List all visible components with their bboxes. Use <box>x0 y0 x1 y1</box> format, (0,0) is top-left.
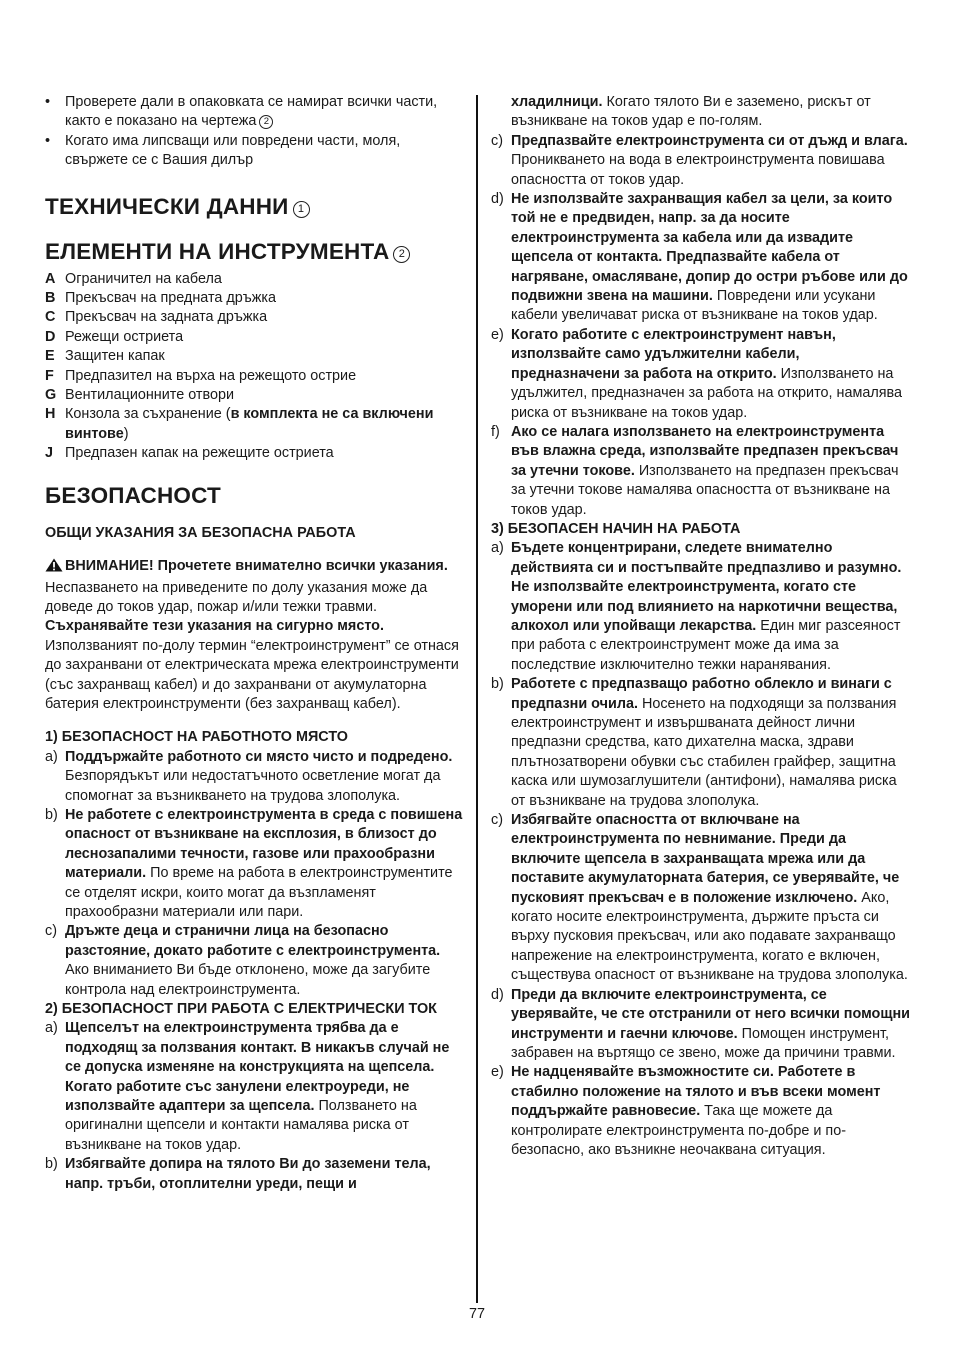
item-body <box>511 811 911 986</box>
safety-heading: БЕЗОПАСНОСТ <box>45 482 221 508</box>
part-key: G <box>45 387 57 404</box>
part-key: D <box>45 328 56 345</box>
item-label: c) <box>491 132 503 149</box>
right-column <box>491 93 911 1160</box>
item-label-empty <box>491 93 511 132</box>
part-description <box>65 444 463 463</box>
part-description <box>65 367 463 386</box>
part-text: Прекъсвач на предната дръжка <box>65 290 277 307</box>
item-bold: Щепселът на електроинструмента трябва да е подходящ за ползвания контакт. В никакъв случай не се допуска изменяне на конструкцията на щепсела. Когато работите със занулени електроуреди, не използвайте адаптери за щепсела. <box>65 1020 450 1115</box>
page-number: 77 <box>468 1306 485 1322</box>
part-key: A <box>45 270 56 287</box>
item-text: Един миг разсеяност при работа с електроинструмент може да има за последствие изключително тежки наранявания. <box>511 617 901 673</box>
item-body <box>65 748 463 806</box>
item-body <box>511 423 911 520</box>
part-description <box>65 270 463 289</box>
section-1-heading: 1) БЕЗОПАСНОСТ НА РАБОТНОТО МЯСТО <box>45 729 348 746</box>
item-bold: Избягвайте опасността от включване на електроинструмента по невнимание. Преди да включите щепсела в захранващата мрежа или да поставите акумулаторната батерия, се уверявайте, че пусковият прекъсвач е в положение изключено. <box>511 812 900 906</box>
warning-triangle-icon <box>45 558 63 578</box>
item-text: Когато тялото Ви е заземено, рискът от възникване на токов удар е по-голям. <box>511 94 871 130</box>
item-label: b) <box>45 1156 58 1173</box>
item-body <box>65 1019 463 1155</box>
part-key: C <box>45 309 56 326</box>
figure-ref-badge: 2 <box>259 115 273 129</box>
part-text: Прекъсвач на задната дръжка <box>65 309 268 326</box>
section-2-list-right <box>491 93 911 520</box>
item-bold: Дръжте деца и странични лица на безопасно разстояние, докато работите с електроинструмента. <box>65 923 441 959</box>
item-label: d) <box>491 986 504 1003</box>
part-key: E <box>45 348 55 365</box>
safety-item <box>491 539 911 675</box>
item-bold-part-2: хладилници. <box>511 94 603 110</box>
item-text: По време на работа в електроинструментите се отделят искри, които могат да възпламенят прахообразни материали или пари. <box>65 865 453 920</box>
item-label: c) <box>491 812 503 829</box>
item-bold: Поддържайте работното си място чисто и подредено. <box>65 748 453 765</box>
item-bold: Бъдете концентрирани, следете внимателно действията си и постъпвайте предпазливо и разумно. Не използвайте електроинструмента, когато сте уморени или под влиянието на наркотични вещества, алкохол или упойващи лекарства. <box>511 540 902 634</box>
item-text: Проникването на вода в електроинструмента повишава опасността от токов удар. <box>511 152 885 188</box>
item-label: a) <box>491 540 504 557</box>
safety-item <box>491 811 911 986</box>
parts-list <box>45 270 463 464</box>
item-body <box>511 326 911 423</box>
item-text: Безпорядъкът или недостатъчното осветление могат да спомогнат за възникването на трудова злополука. <box>65 768 441 804</box>
item-text: Ползването на оригинални щепсели и контакти намалява риска от възникване на токов удар. <box>65 1098 417 1153</box>
item-body <box>511 539 911 675</box>
figure-ref-badge: 2 <box>393 246 410 263</box>
item-body <box>65 1155 463 1194</box>
item-label: b) <box>491 676 504 693</box>
safety-item <box>45 748 463 806</box>
item-text: Ако, когато носите електроинструмента, държите пръста си върху пусковия прекъсвач, или ако подавате захранващо напрежение на електроинструмента, когато е включен, съществува опасност от възникване на трудова злополука. <box>511 889 908 984</box>
part-text: Конзола за съхранение ( <box>65 406 231 423</box>
safety-item <box>491 986 911 1064</box>
safety-item <box>491 675 911 811</box>
part-text: Вентилационните отвори <box>65 387 235 404</box>
item-bold: Преди да включите електроинструмента, се уверявайте, че сте отстранили от него всички помощни инструменти и гаечни ключове. <box>511 986 911 1042</box>
item-label: e) <box>491 326 504 343</box>
part-text: Предпазен капак на режещите остриета <box>65 445 334 462</box>
column-divider <box>476 95 478 1303</box>
part-description <box>65 405 463 444</box>
part-key: F <box>45 367 54 384</box>
item-bold: Когато работите с електроинструмент навън, използвайте само удължителни кабели, предназначени за работа на открито. <box>511 326 836 382</box>
part-text: Ограничител на кабела <box>65 270 222 287</box>
safety-item <box>45 806 463 922</box>
item-bold: Не използвайте захранващия кабел за цели, за които той не е предвиден, напр. за да носите електроинструмента за кабела или да извадите щепсела от контакта. Предпазвайте кабела от нагряване, омасляване, допир до остри ръбове или до подвижни звена на машини. <box>511 191 908 305</box>
item-label: b) <box>45 806 58 823</box>
item-bold: Ако се налага използването на електроинструмента във влажна среда, използвайте предпазен прекъсвач за утечни токове. <box>511 423 899 479</box>
item-text: Помощен инструмент, забравен на въртящо се звено, може да причини травми. <box>511 1025 896 1061</box>
item-body <box>511 675 911 811</box>
item-text: Използването на предпазен прекъсвач за утечни токове намалява опасността от възникване на токов удар. <box>511 462 899 518</box>
item-text: Използването на удължител, предназначен за работа на открито, намалява риска от възникване на токов удар. <box>511 365 903 421</box>
item-body <box>65 922 463 1000</box>
section-2-heading: 2) БЕЗОПАСНОСТ ПРИ РАБОТА С ЕЛЕКТРИЧЕСКИ ТОК <box>45 1001 437 1018</box>
part-key: B <box>45 290 56 307</box>
item-text: Повредени или усукани кабели увеличават риска от възникване на токов удар. <box>511 288 878 324</box>
part-description <box>65 328 463 347</box>
warning-paragraph: ВНИМАНИЕ! Прочетете внимателно всички указания. Неспазването на приведените по долу указания може да доведе до токов удар, пожар и/или тежки травми. Съхранявайте тези указания на сигурно място. Използваният по-долу термин “електроинструмент” се отнася до захранвани от електрическата мрежа електроинструменти (със захранващ кабел) и до захранвани от акумулаторна батерия електроинструменти (без захранващ кабел). <box>45 558 459 712</box>
item-body <box>511 986 911 1064</box>
part-text: Режещи остриета <box>65 328 184 345</box>
item-body <box>511 93 911 132</box>
item-bold: Не надценявайте възможностите си. Работете в стабилно положение на тялото и във всеки момент поддържайте равновесие. <box>511 1064 881 1120</box>
bullet-missing-parts: • Когато има липсващи или повредени части, моля, свържете се с Вашия дилър <box>45 132 463 171</box>
item-body <box>511 1063 911 1160</box>
safety-item <box>491 423 911 520</box>
part-description <box>65 289 463 308</box>
item-label: a) <box>45 1020 58 1037</box>
item-text: Така ще можете да контролирате електроинструмента по-добре и по-безопасно, ако възникне неочаквана ситуация. <box>511 1103 847 1158</box>
safety-item <box>491 1063 911 1160</box>
safety-item <box>45 922 463 1000</box>
safety-item <box>491 326 911 423</box>
part-text: Защитен капак <box>65 348 165 365</box>
item-bold-part-1: Избягвайте допира на тялото Ви до заземени тела, напр. тръби, отоплителни уреди, пещи и <box>65 1156 431 1192</box>
item-text: Носенето на подходящи за ползвания електроинструмент и извършваната дейност лични предпазни средства, като дихателна маска, здрави плътнозатворени обувки със стабилен грайфер, защитна каска или шумозаглушители (антифони), намалява риска от възникване на трудова злополука. <box>511 695 897 809</box>
item-bold: Работете с предпазващо работно облекло и винаги с предпазни очила. <box>511 676 892 712</box>
item-bold: Не работете с електроинструмента в среда с повишена опасност от възникване на експлозия, в близост до леснозапалими течности, газове или прахообразни материали. <box>65 806 463 882</box>
item-text: Ако вниманието Ви бъде отклонено, може да загубите контрола над електроинструмента. <box>65 962 431 998</box>
part-note: в комплекта не са включени винтове <box>65 406 434 442</box>
item-label: f) <box>491 423 500 440</box>
bullet-parts-check: • Проверете дали в опаковката се намират всички части, както е показано на чертежа 2 <box>45 93 463 132</box>
part-description <box>65 386 463 405</box>
item-bold: Предпазвайте електроинструмента си от дъжд и влага. <box>511 132 908 149</box>
part-description <box>65 308 463 327</box>
part-key: H <box>45 406 56 423</box>
item-label: c) <box>45 923 57 940</box>
elements-heading: ЕЛЕМЕНТИ НА ИНСТРУМЕНТА 2 <box>45 238 463 266</box>
general-safety-heading: ОБЩИ УКАЗАНИЯ ЗА БЕЗОПАСНА РАБОТА <box>45 524 356 541</box>
safety-item <box>45 1155 463 1194</box>
safety-item <box>45 1019 463 1155</box>
item-body <box>511 132 911 190</box>
section-3-heading: 3) БЕЗОПАСЕН НАЧИН НА РАБОТА <box>491 520 741 537</box>
item-body <box>511 190 911 326</box>
item-label: e) <box>491 1064 504 1081</box>
safety-item <box>491 190 911 326</box>
section-3-list <box>491 539 911 1160</box>
part-after: ) <box>123 425 129 442</box>
part-key: J <box>45 445 54 462</box>
item-label: a) <box>45 748 58 765</box>
item-body <box>65 806 463 922</box>
section-1-list <box>45 748 463 1000</box>
safety-item <box>491 132 911 190</box>
left-column <box>45 93 463 1194</box>
tech-data-heading: ТЕХНИЧЕСКИ ДАННИ 1 <box>45 193 463 221</box>
part-description <box>65 347 463 366</box>
safety-item-continuation <box>491 93 911 132</box>
section-2-list-left <box>45 1019 463 1194</box>
part-text: Предпазител на върха на режещото острие <box>65 367 357 384</box>
item-label: d) <box>491 191 504 208</box>
figure-ref-badge: 1 <box>293 201 310 218</box>
